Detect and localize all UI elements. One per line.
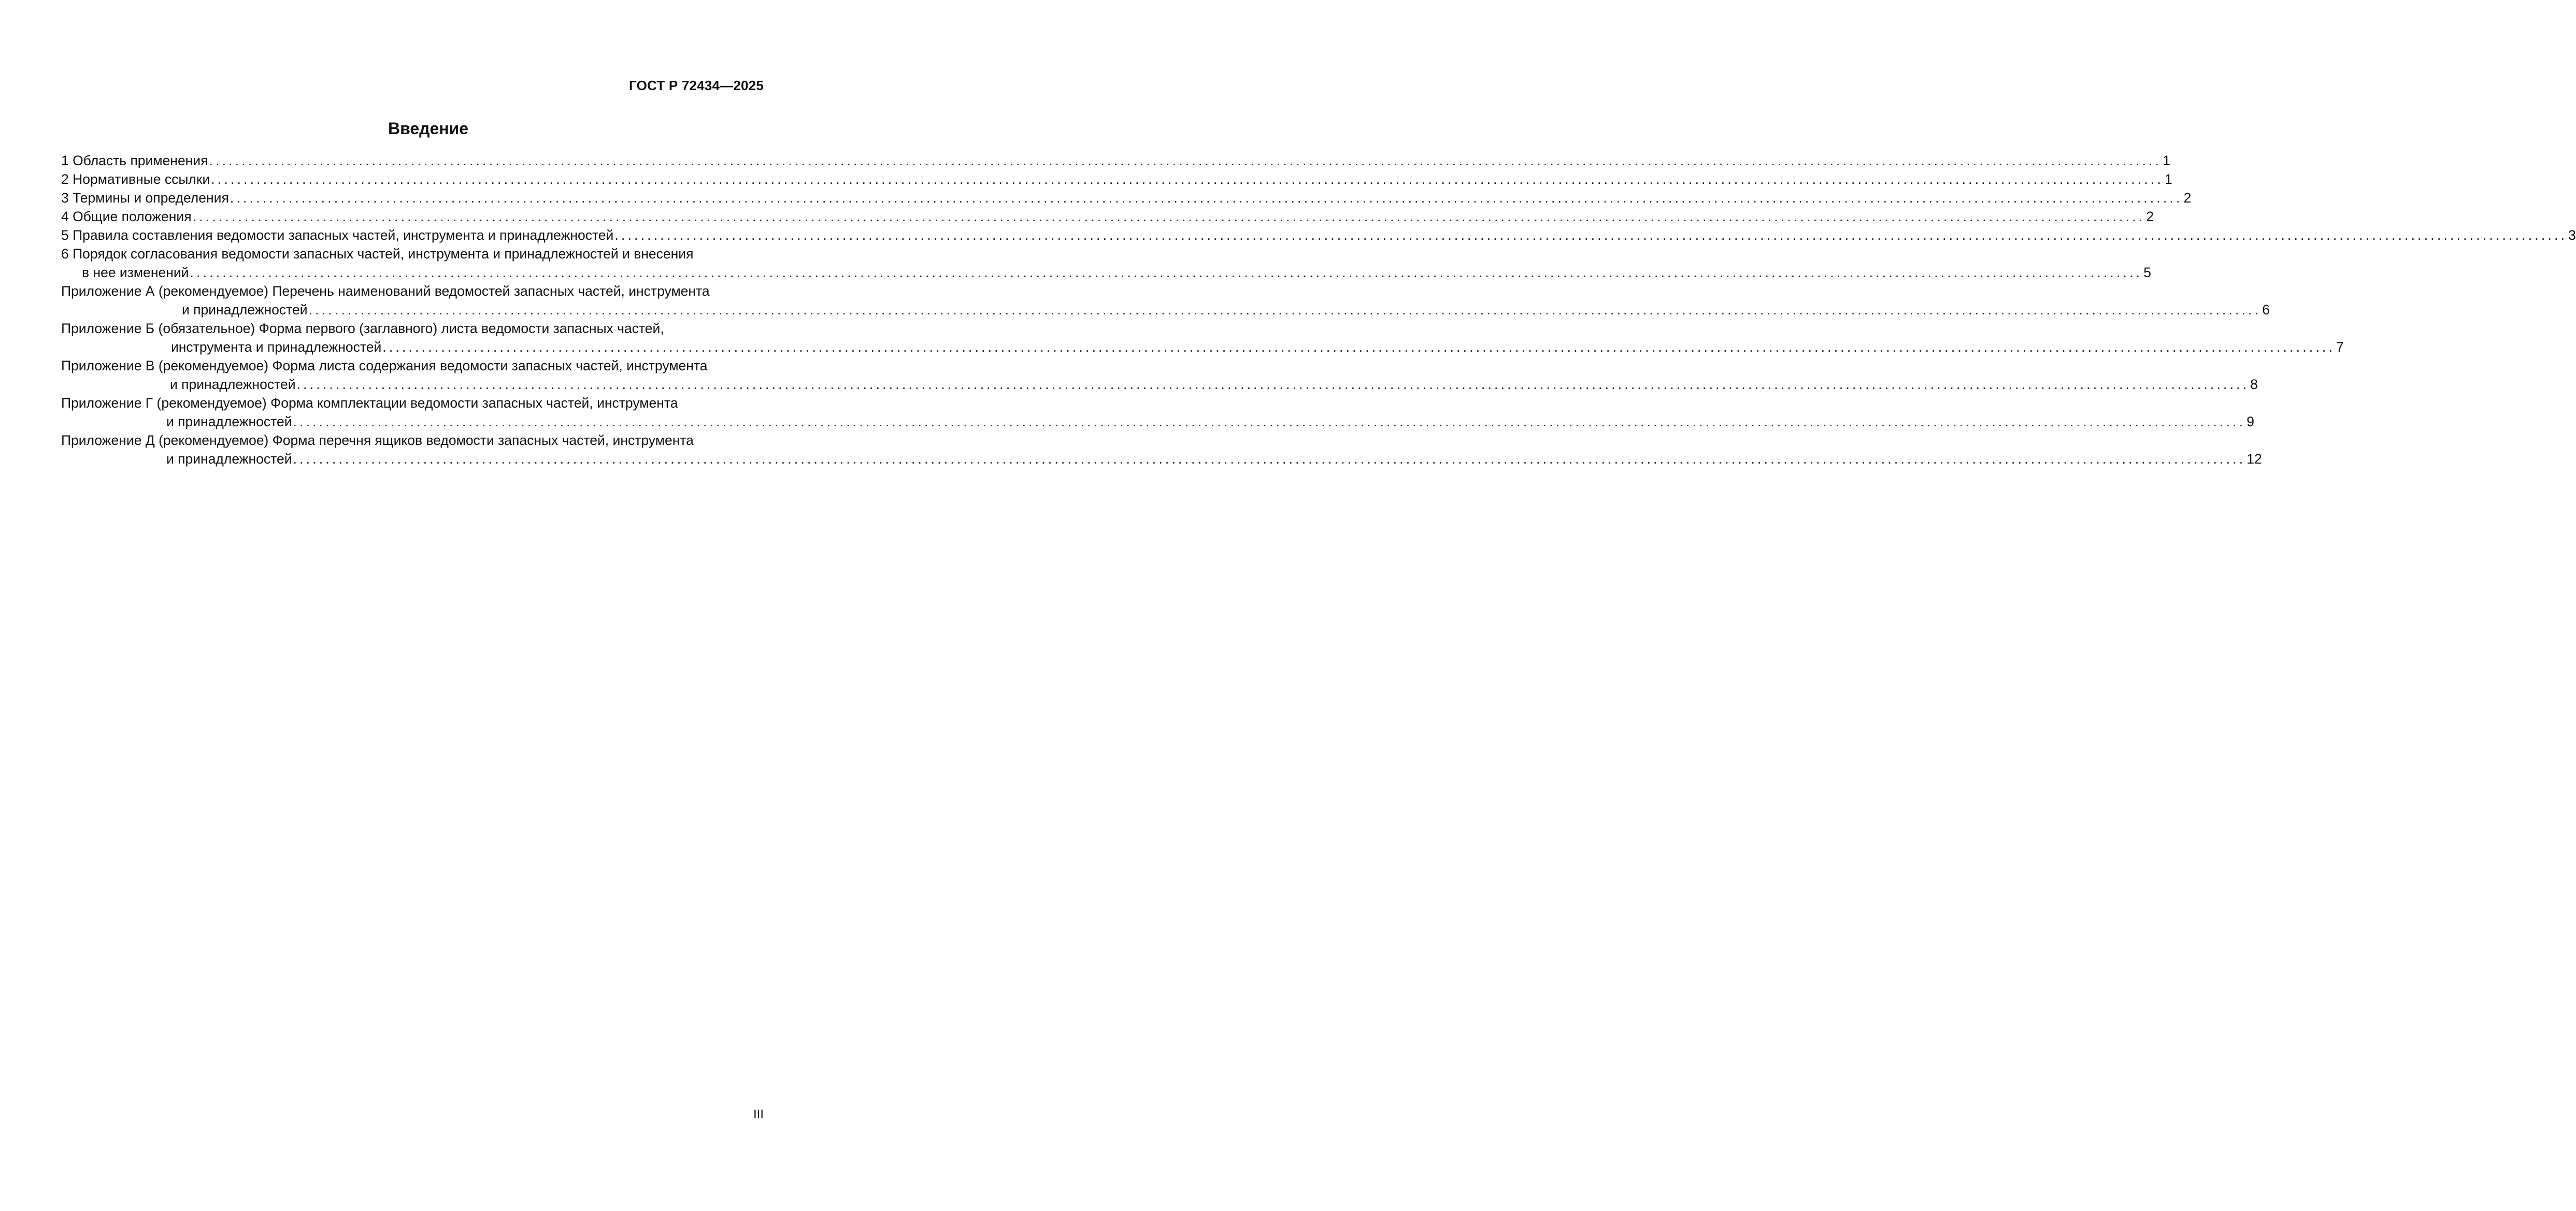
- dot-leader: ............................................................................................................................................................................................................................................................................................................: [230, 190, 2183, 206]
- toc-entry-text-continued: и принадлежностей: [166, 414, 292, 429]
- toc-entry-appendix-d[interactable]: [61, 431, 2262, 468]
- dot-leader: ............................................................................................................................................................................................................................................................................................................: [293, 414, 2246, 429]
- toc-entry-text: 6 Порядок согласования ведомости запасных частей, инструмента и принадлежностей и внесения: [61, 246, 694, 262]
- dot-leader: ............................................................................................................................................................................................................................................................................................................: [293, 451, 2246, 467]
- toc-entry-4[interactable]: [61, 207, 2154, 226]
- toc-entry-text: Приложение А (рекомендуемое) Перечень наименований ведомостей запасных частей, инструмента: [61, 283, 710, 299]
- toc-entry-text: 4 Общие положения: [61, 209, 192, 224]
- toc-page-number: 9: [2246, 414, 2255, 429]
- toc-entry-appendix-a[interactable]: [61, 282, 2270, 319]
- toc-page-number: 7: [2336, 339, 2344, 355]
- dot-leader: ............................................................................................................................................................................................................................................................................................................: [211, 171, 2164, 187]
- table-of-contents: [61, 151, 2576, 468]
- toc-entry-text: 2 Нормативные ссылки: [61, 171, 210, 187]
- toc-entry-text: 5 Правила составления ведомости запасных частей, инструмента и принадлежностей: [61, 227, 614, 243]
- toc-entry-text-continued: и принадлежностей: [166, 451, 292, 467]
- toc-entry-text: Приложение Д (рекомендуемое) Форма перечня ящиков ведомости запасных частей, инструмента: [61, 432, 694, 448]
- toc-entry-text: Приложение В (рекомендуемое) Форма листа содержания ведомости запасных частей, инструмента: [61, 358, 708, 373]
- toc-page-number: 3: [2568, 227, 2576, 243]
- toc-entry-text-continued: инструмента и принадлежностей: [171, 339, 382, 355]
- toc-entry-text: 1 Область применения: [61, 153, 208, 168]
- toc-page-number: 6: [2262, 302, 2270, 318]
- page-number: III: [753, 1107, 764, 1121]
- toc-page-number: 1: [2165, 171, 2172, 187]
- toc-entry-1[interactable]: [61, 151, 2170, 170]
- toc-entry-appendix-g[interactable]: [61, 394, 2255, 431]
- toc-page-number: 8: [2250, 377, 2258, 392]
- toc-entry-2[interactable]: [61, 170, 2172, 189]
- toc-entry-text-continued: в нее изменений: [82, 265, 189, 280]
- toc-page-number: 5: [2143, 265, 2151, 280]
- toc-title: Введение: [388, 119, 469, 138]
- dot-leader: ............................................................................................................................................................................................................................................................................................................: [190, 265, 2143, 280]
- toc-entry-3[interactable]: [61, 189, 2192, 207]
- dot-leader: ............................................................................................................................................................................................................................................................................................................: [308, 302, 2262, 318]
- toc-entry-appendix-b[interactable]: [61, 319, 2344, 356]
- dot-leader: ............................................................................................................................................................................................................................................................................................................: [614, 227, 2568, 243]
- toc-entry-text-continued: и принадлежностей: [170, 377, 296, 392]
- toc-page-number: 1: [2163, 153, 2170, 168]
- toc-page-number: 2: [2146, 209, 2154, 224]
- toc-entry-text-continued: и принадлежностей: [182, 302, 308, 318]
- dot-leader: ............................................................................................................................................................................................................................................................................................................: [192, 209, 2145, 224]
- dot-leader: ............................................................................................................................................................................................................................................................................................................: [296, 377, 2250, 392]
- toc-entry-text: Приложение Г (рекомендуемое) Форма комплектации ведомости запасных частей, инструмента: [61, 395, 678, 411]
- toc-page-number: 12: [2246, 451, 2262, 467]
- dot-leader: ............................................................................................................................................................................................................................................................................................................: [382, 339, 2336, 355]
- toc-entry-text: Приложение Б (обязательное) Форма первого (заглавного) листа ведомости запасных частей,: [61, 321, 664, 336]
- toc-entry-6[interactable]: [61, 244, 2151, 282]
- toc-page-number: 2: [2183, 190, 2192, 206]
- toc-entry-5[interactable]: [61, 226, 2576, 244]
- dot-leader: ............................................................................................................................................................................................................................................................................................................: [209, 153, 2162, 168]
- toc-entry-text: 3 Термины и определения: [61, 190, 229, 206]
- document-code: ГОСТ Р 72434—2025: [629, 78, 764, 93]
- toc-entry-appendix-v[interactable]: [61, 356, 2258, 394]
